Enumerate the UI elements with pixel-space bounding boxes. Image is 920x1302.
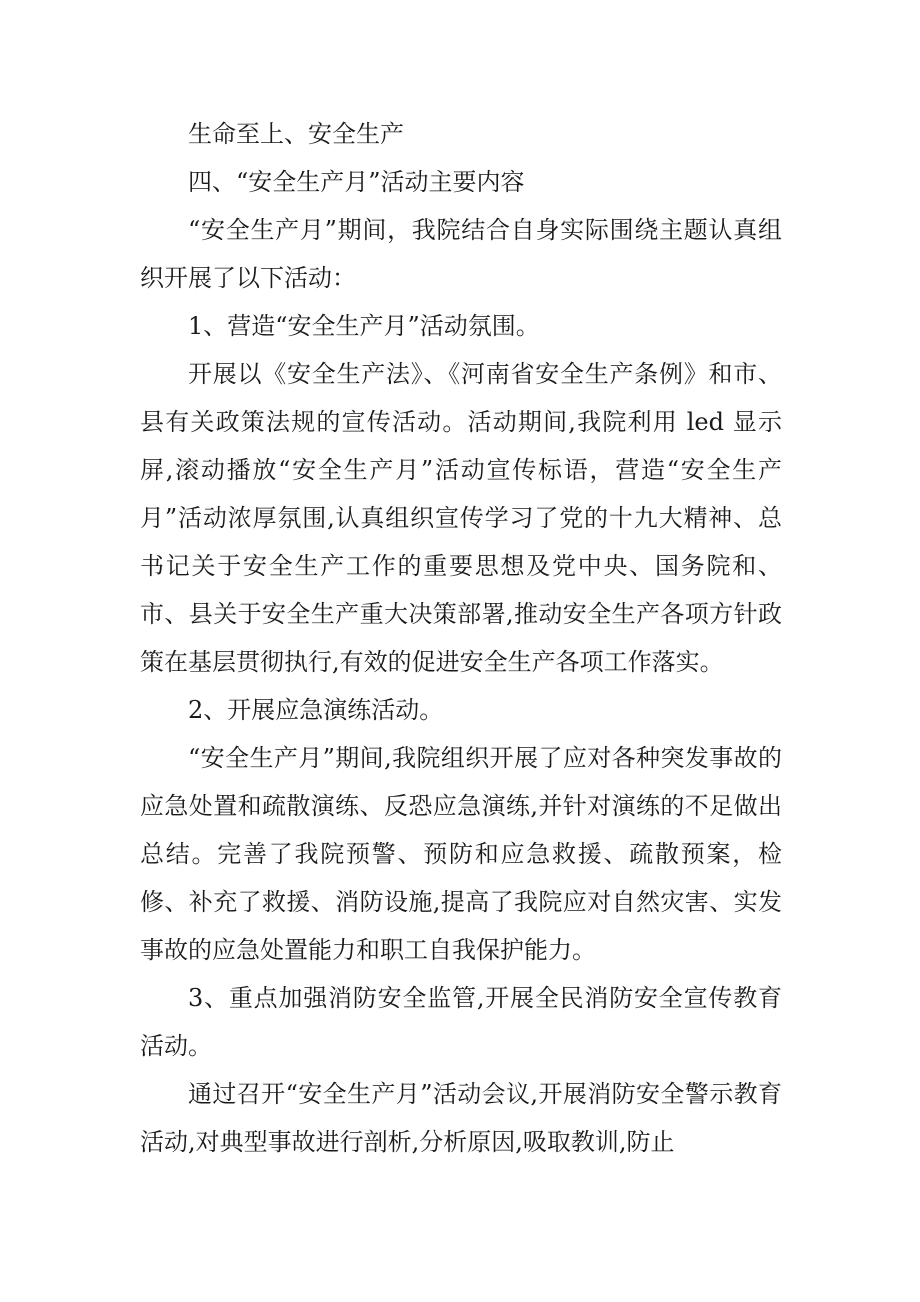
subheading-2: 2、开展应急演练活动。 [188, 696, 444, 724]
section-heading-main-content: 四、“安全生产月”活动主要内容 [188, 168, 525, 196]
document-body [140, 110, 782, 1166]
subheading-1: 1、营造“安全生产月”活动氛围。 [188, 312, 540, 340]
subheading-3: 3、重点加强消防安全监管,开展全民消防安全宣传教育活动。 [140, 984, 782, 1060]
paragraph-2-body: “安全生产月”期间,我院组织开展了应对各种突发事故的应急处置和疏散演练、反恐应急演练,并针对演练的不足做出总结。完善了我院预警、预防和应急救援、疏散预案，检修、补充了救援、消防设施,提高了我院应对自然灾害、实发事故的应急处置能力和职工自我保护能力。 [140, 744, 782, 964]
paragraph-1-body: 开展以《安全生产法》、《河南省安全生产条例》和市、县有关政策法规的宣传活动。活动期间,我院利用 led 显示屏,滚动播放“安全生产月”活动宣传标语，营造“安全生产月”活动浓厚氛围,认真组织宣传学习了党的十九大精神、总书记关于安全生产工作的重要思想及党中央、国务院和、市、县关于安全生产重大决策部署,推动安全生产各项方针政策在基层贯彻执行,有效的促进安全生产各项工作落实。 [140, 360, 782, 676]
paragraph-3-body: 通过召开“安全生产月”活动会议,开展消防安全警示教育活动,对典型事故进行剖析,分析原因,吸取教训,防止 [140, 1080, 782, 1156]
paragraph-theme: 生命至上、安全生产 [188, 120, 404, 148]
paragraph-intro: “安全生产月”期间，我院结合自身实际围绕主题认真组织开展了以下活动： [140, 216, 782, 292]
